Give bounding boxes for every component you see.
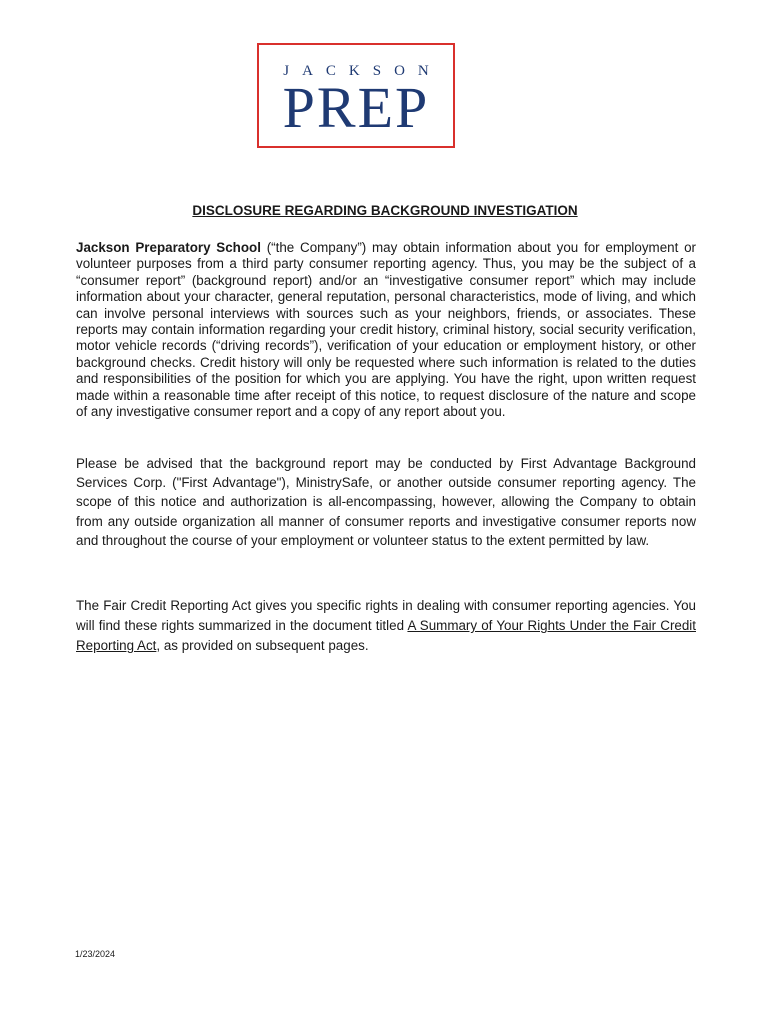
paragraph-fcra-rights xyxy=(76,596,696,656)
paragraph-1-text: (“the Company”) may obtain information about you for employment or volunteer purposes from a third party consumer reporting agency. Thus, you may be the subject of a “consumer report” (background report) and/or an “investigative consumer report” which may include information about your character, general reputation, personal characteristics, mode of living, and which can involve personal interviews with sources such as your neighbors, friends, or associates. These reports may contain information regarding your credit history, criminal history, social security verification, motor vehicle records (“driving records”), verification of your education or employment history, or other background checks. Credit history will only be requested where such information is related to the duties and responsibilities of the position for which you are applying. You have the right, upon written request made within a reasonable time after receipt of this notice, to request disclosure of the nature and scope of any investigative consumer report and a copy of any report about you. xyxy=(76,240,696,420)
logo-top-text: JACKSON xyxy=(283,63,442,79)
paragraph-3-text-after: , as provided on subsequent pages. xyxy=(156,638,369,653)
paragraph-advisement: Please be advised that the background report may be conducted by First Advantage Background Services Corp. ("First Advantage"), MinistrySafe, or another outside consumer reporting agency. The scope of this notice and authorization is all-encompassing, however, allowing the Company to obtain from any outside organization all manner of consumer reports and investigative consumer reports now and throughout the course of your employment or volunteer status to the extent permitted by law. xyxy=(76,456,696,548)
jackson-prep-logo xyxy=(257,43,455,148)
paragraph-company-disclosure xyxy=(76,240,696,420)
fcra-summary-title: A Summary of Your Rights Under the Fair Credit Reporting Act xyxy=(76,618,696,653)
document-heading: DISCLOSURE REGARDING BACKGROUND INVESTIGATION xyxy=(192,203,578,218)
company-name: Jackson Preparatory School xyxy=(76,240,261,255)
footer-date: 1/23/2024 xyxy=(75,949,116,959)
logo-main-text: PREP xyxy=(282,75,430,140)
paragraph-3-text-before: The Fair Credit Reporting Act gives you specific rights in dealing with consumer reporting agencies. You will find these rights summarized in the document titled xyxy=(76,598,696,633)
